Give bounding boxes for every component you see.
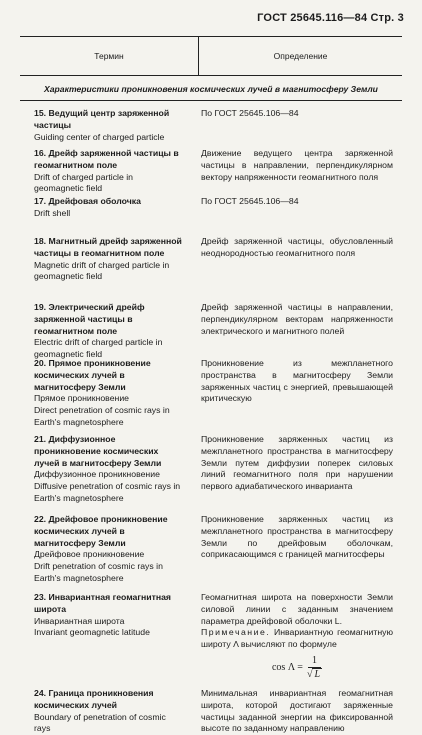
table-header <box>20 36 402 76</box>
note-text: Инвариантную геомагнитную широту Λ вычисляют по формуле <box>201 627 393 650</box>
definition-text: Геомагнитная широта на поверхности Земли силовой линии с заданным значением параметра дрейфовой оболочки L. <box>201 592 393 626</box>
formula-lhs: cos Λ = <box>271 662 303 674</box>
formula-fraction <box>307 655 322 681</box>
term-entry-16 <box>34 148 184 195</box>
term-ru: 17. Дрейфовая оболочка <box>34 196 141 206</box>
term-en: Diffusive penetration of cosmic rays in Earth's magnetosphere <box>34 481 181 503</box>
term-entry-23 <box>34 592 184 639</box>
definition-21: Проникновение заряженных частиц из межпланетного пространства в магнитосферу Земли путем диффузии поперек силовых линий геомагнитного поля при нарушении первого адиабатического инварианта <box>201 434 393 492</box>
term-ru: 24. Граница проникновения космических лучей <box>34 688 154 710</box>
term-en: Invariant geomagnetic latitude <box>34 627 150 638</box>
term-en: Electric drift of charged particle in geomagnetic field <box>34 337 163 360</box>
latitude-formula <box>201 655 393 681</box>
definition-20: Проникновение из межпланетного пространства в магнитосферу Земли заряженных частиц с энергией, превышающей критическую <box>201 358 393 404</box>
term-synonym: Прямое проникновение <box>34 393 130 404</box>
term-en: Drift penetration of cosmic rays in Earth's magnetosphere <box>34 561 163 583</box>
term-en: Direct penetration of cosmic rays in Earth's magnetosphere <box>34 405 170 427</box>
term-en: Drift shell <box>34 207 71 218</box>
definition-15: По ГОСТ 25645.106—84 <box>201 108 299 118</box>
term-synonym: Инвариантная широта <box>34 615 125 626</box>
term-ru: 20. Прямое проникновение космических лучей в магнитосферу Земли <box>34 358 151 392</box>
formula-sqrt-arg: L <box>314 668 321 680</box>
column-header-terms: Термин <box>94 51 124 61</box>
definition-19: Дрейф заряженной частицы в направлении, перпендикулярном векторам напряженности электрического и магнитного полей <box>201 302 393 336</box>
note-label: Примечание. <box>201 627 271 638</box>
column-header-definitions: Определение <box>273 51 328 61</box>
term-entry-18 <box>34 236 184 283</box>
definition-18: Дрейф заряженной частицы, обусловленный неоднородностью геомагнитного поля <box>201 236 393 258</box>
term-entry-19 <box>34 302 184 361</box>
definition-24: Минимальная инвариантная геомагнитная широта, которой достигают заряженные частицы заданной энергии на фиксированной высоте по заданному направлению <box>201 688 393 734</box>
definition-16: Движение ведущего центра заряженной частицы в направлении, перпендикулярном вектору напряженности геомагнитного поля <box>201 148 393 182</box>
term-synonym: Диффузионное проникновение <box>34 469 160 480</box>
term-ru: 15. Ведущий центр заряженной частицы <box>34 108 170 130</box>
section-title: Характеристики проникновения космических лучей в магнитосферу Земли <box>20 78 402 101</box>
term-en: Boundary of penetration of cosmic rays <box>34 711 166 734</box>
term-ru: 23. Инвариантная геомагнитная широта <box>34 592 171 614</box>
term-en: Magnetic drift of charged particle in geomagnetic field <box>34 259 170 282</box>
term-synonym: Дрейфовое проникновение <box>34 549 145 560</box>
term-entry-24 <box>34 688 184 735</box>
term-entry-21 <box>34 434 184 505</box>
formula-denominator: √ L <box>306 668 321 680</box>
page-header: ГОСТ 25645.116—84 Стр. 3 <box>257 12 404 24</box>
term-ru: 18. Магнитный дрейф заряженной частицы в геомагнитном поле <box>34 236 182 258</box>
term-ru: 22. Дрейфовое проникновение космических лучей в магнитосферу Земли <box>34 514 168 548</box>
term-entry-15 <box>34 108 184 143</box>
term-ru: 19. Электрический дрейф заряженной частицы в геомагнитном поле <box>34 302 145 336</box>
definition-17: По ГОСТ 25645.106—84 <box>201 196 299 206</box>
definition-note <box>201 627 393 651</box>
term-entry-20 <box>34 358 184 429</box>
term-ru: 16. Дрейф заряженной частицы в геомагнитном поле <box>34 148 179 170</box>
formula-numerator: 1 <box>308 655 321 668</box>
term-entry-22 <box>34 514 184 585</box>
term-en: Drift of charged particle in geomagnetic field <box>34 171 133 194</box>
definition-23 <box>201 592 393 681</box>
definition-22: Проникновение заряженных частиц из межпланетного пространства в магнитосферу Земли по дрейфовым оболочкам, соприкасающимся с границей магнитосферы <box>201 514 393 560</box>
term-ru: 21. Диффузионное проникновение космических лучей в магнитосферу Земли <box>34 434 162 468</box>
term-en: Guiding center of charged particle <box>34 131 165 142</box>
term-entry-17 <box>34 196 184 220</box>
